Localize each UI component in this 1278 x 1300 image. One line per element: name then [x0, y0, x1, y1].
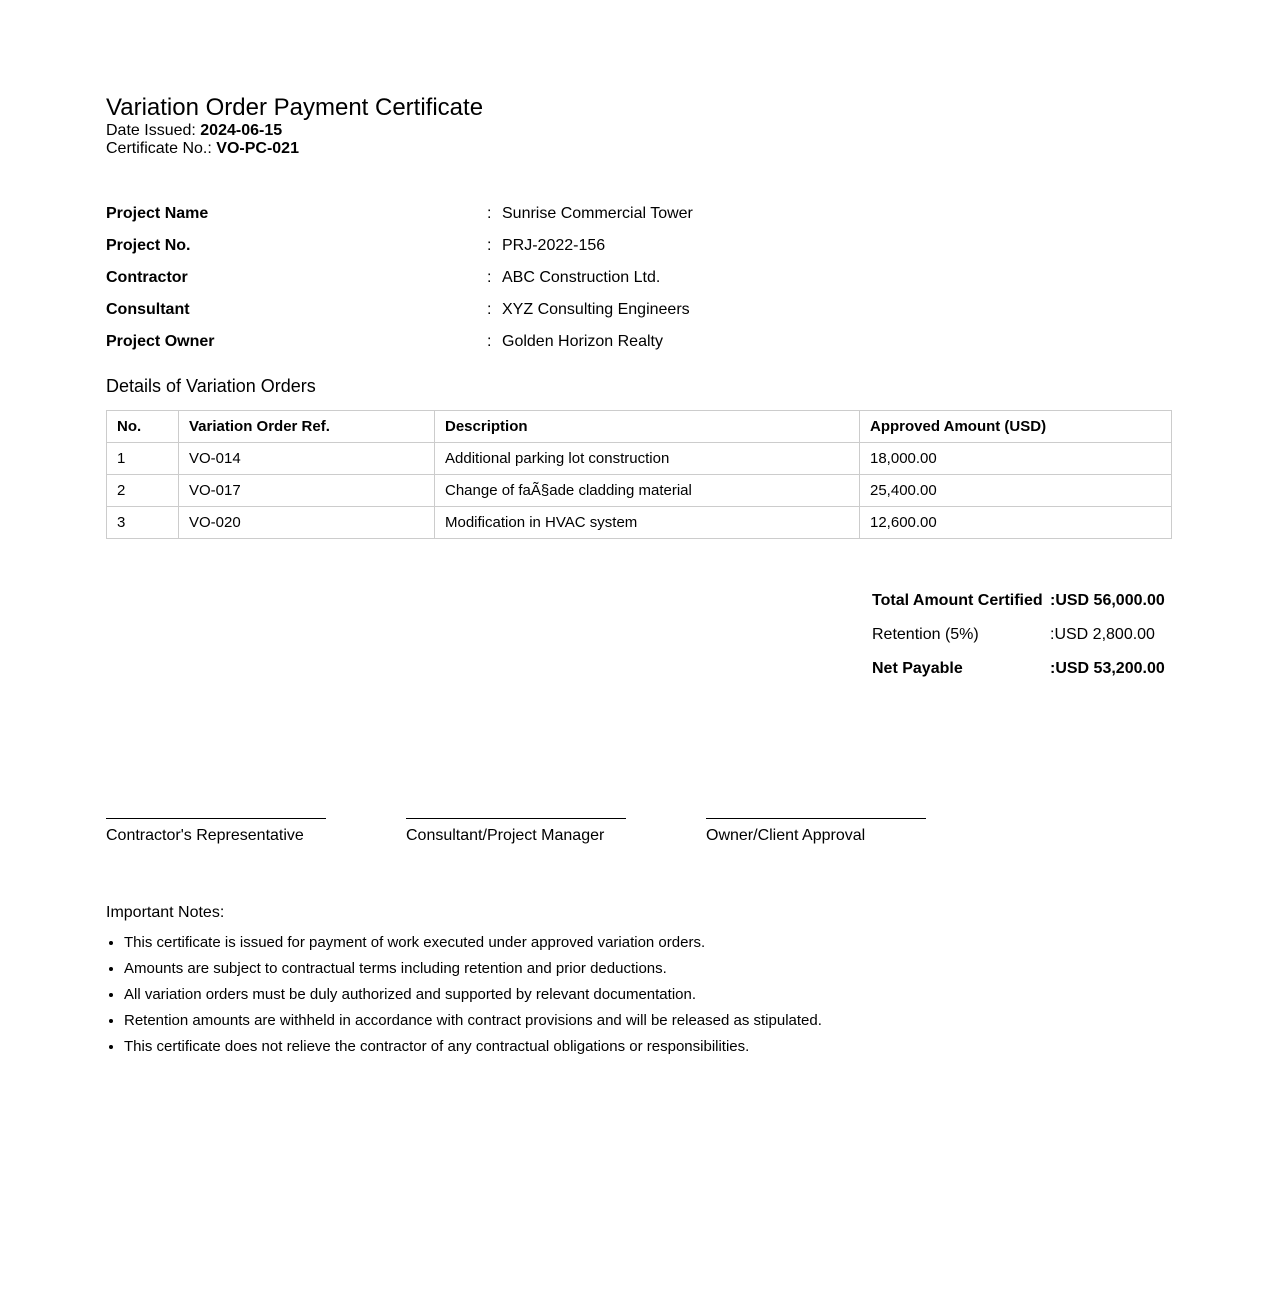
signature-line: [106, 818, 326, 819]
list-item: • This certificate is issued for payment of work executed under approved variation orders.: [124, 930, 1106, 956]
table-header-row: [107, 411, 1172, 443]
cell-description: Modification in HVAC system: [435, 507, 860, 539]
net-payable-value: :USD 53,200.00: [1050, 660, 1165, 677]
cell-description: Additional parking lot construction: [435, 443, 860, 475]
colon-separator: :: [487, 237, 492, 254]
total-certified-row: [870, 584, 1167, 618]
retention-value: :USD 2,800.00: [1050, 626, 1155, 643]
contractor-signature-label: Contractor's Representative: [106, 827, 304, 844]
date-issued-value: 2024-06-15: [200, 122, 283, 139]
signature-line: [406, 818, 626, 819]
cell-description: Change of faÃ§ade cladding material: [435, 475, 860, 507]
variation-orders-table: [106, 410, 1172, 539]
header-description: Description: [435, 411, 860, 443]
consultant-value: XYZ Consulting Engineers: [502, 301, 690, 318]
colon-separator: :: [487, 269, 492, 286]
date-issued-label: Date Issued:: [106, 122, 196, 139]
net-payable-row: [870, 652, 1167, 686]
cell-amount: 25,400.00: [860, 475, 1172, 507]
project-info-row: [106, 326, 902, 358]
table-row: [107, 443, 1172, 475]
project-name-value: Sunrise Commercial Tower: [502, 205, 693, 222]
project-info-row: [106, 294, 902, 326]
cell-no: 1: [107, 443, 179, 475]
owner-signature-block: [706, 818, 926, 845]
colon-separator: :: [487, 301, 492, 318]
cell-vo-ref: VO-020: [179, 507, 435, 539]
total-certified-label: Total Amount Certified: [872, 592, 1043, 609]
notes-title: Important Notes:: [106, 904, 225, 921]
certificate-page: [106, 93, 1172, 1055]
contractor-signature-block: [106, 818, 326, 845]
consultant-label: Consultant: [106, 301, 190, 318]
project-info-row: [106, 198, 902, 230]
consultant-signature-label: Consultant/Project Manager: [406, 827, 605, 844]
project-no-label: Project No.: [106, 237, 191, 254]
project-owner-value: Golden Horizon Realty: [502, 333, 663, 350]
contractor-value: ABC Construction Ltd.: [502, 269, 661, 286]
cell-amount: 12,600.00: [860, 507, 1172, 539]
signature-line: [706, 818, 926, 819]
cell-vo-ref: VO-014: [179, 443, 435, 475]
owner-signature-label: Owner/Client Approval: [706, 827, 866, 844]
important-notes: [106, 904, 1106, 1060]
list-item: • All variation orders must be duly authorized and supported by relevant documentation.: [124, 982, 1106, 1008]
cell-no: 3: [107, 507, 179, 539]
cell-vo-ref: VO-017: [179, 475, 435, 507]
list-item: • Retention amounts are withheld in accordance with contract provisions and will be released as stipulated.: [124, 1008, 1106, 1034]
list-item: • Amounts are subject to contractual terms including retention and prior deductions.: [124, 956, 1106, 982]
net-payable-label: Net Payable: [872, 660, 963, 677]
total-certified-value: :USD 56,000.00: [1050, 592, 1165, 609]
header-no: No.: [107, 411, 179, 443]
table-row: [107, 475, 1172, 507]
header-vo-ref: Variation Order Ref.: [179, 411, 435, 443]
totals-summary: [870, 584, 1167, 686]
project-no-value: PRJ-2022-156: [502, 237, 606, 254]
table-row: [107, 507, 1172, 539]
certificate-no-value: VO-PC-021: [216, 140, 299, 157]
project-info-row: [106, 262, 902, 294]
project-info-table: [106, 198, 902, 358]
colon-separator: :: [487, 205, 492, 222]
certificate-no-label: Certificate No.:: [106, 140, 212, 157]
retention-label: Retention (5%): [872, 626, 979, 643]
notes-list: [106, 930, 1106, 1060]
document-title: Variation Order Payment Certificate: [106, 94, 484, 121]
header-approved-amount: Approved Amount (USD): [860, 411, 1172, 443]
date-issued-line: [106, 122, 1172, 140]
cell-amount: 18,000.00: [860, 443, 1172, 475]
consultant-signature-block: [406, 818, 626, 845]
cell-no: 2: [107, 475, 179, 507]
project-owner-label: Project Owner: [106, 333, 215, 350]
colon-separator: :: [487, 333, 492, 350]
contractor-label: Contractor: [106, 269, 188, 286]
project-name-label: Project Name: [106, 205, 209, 222]
list-item: • This certificate does not relieve the contractor of any contractual obligations or responsibilities.: [124, 1034, 1106, 1060]
certificate-no-line: [106, 140, 1172, 158]
project-info-row: [106, 230, 902, 262]
variation-orders-title: Details of Variation Orders: [106, 376, 316, 396]
retention-row: [870, 618, 1167, 652]
